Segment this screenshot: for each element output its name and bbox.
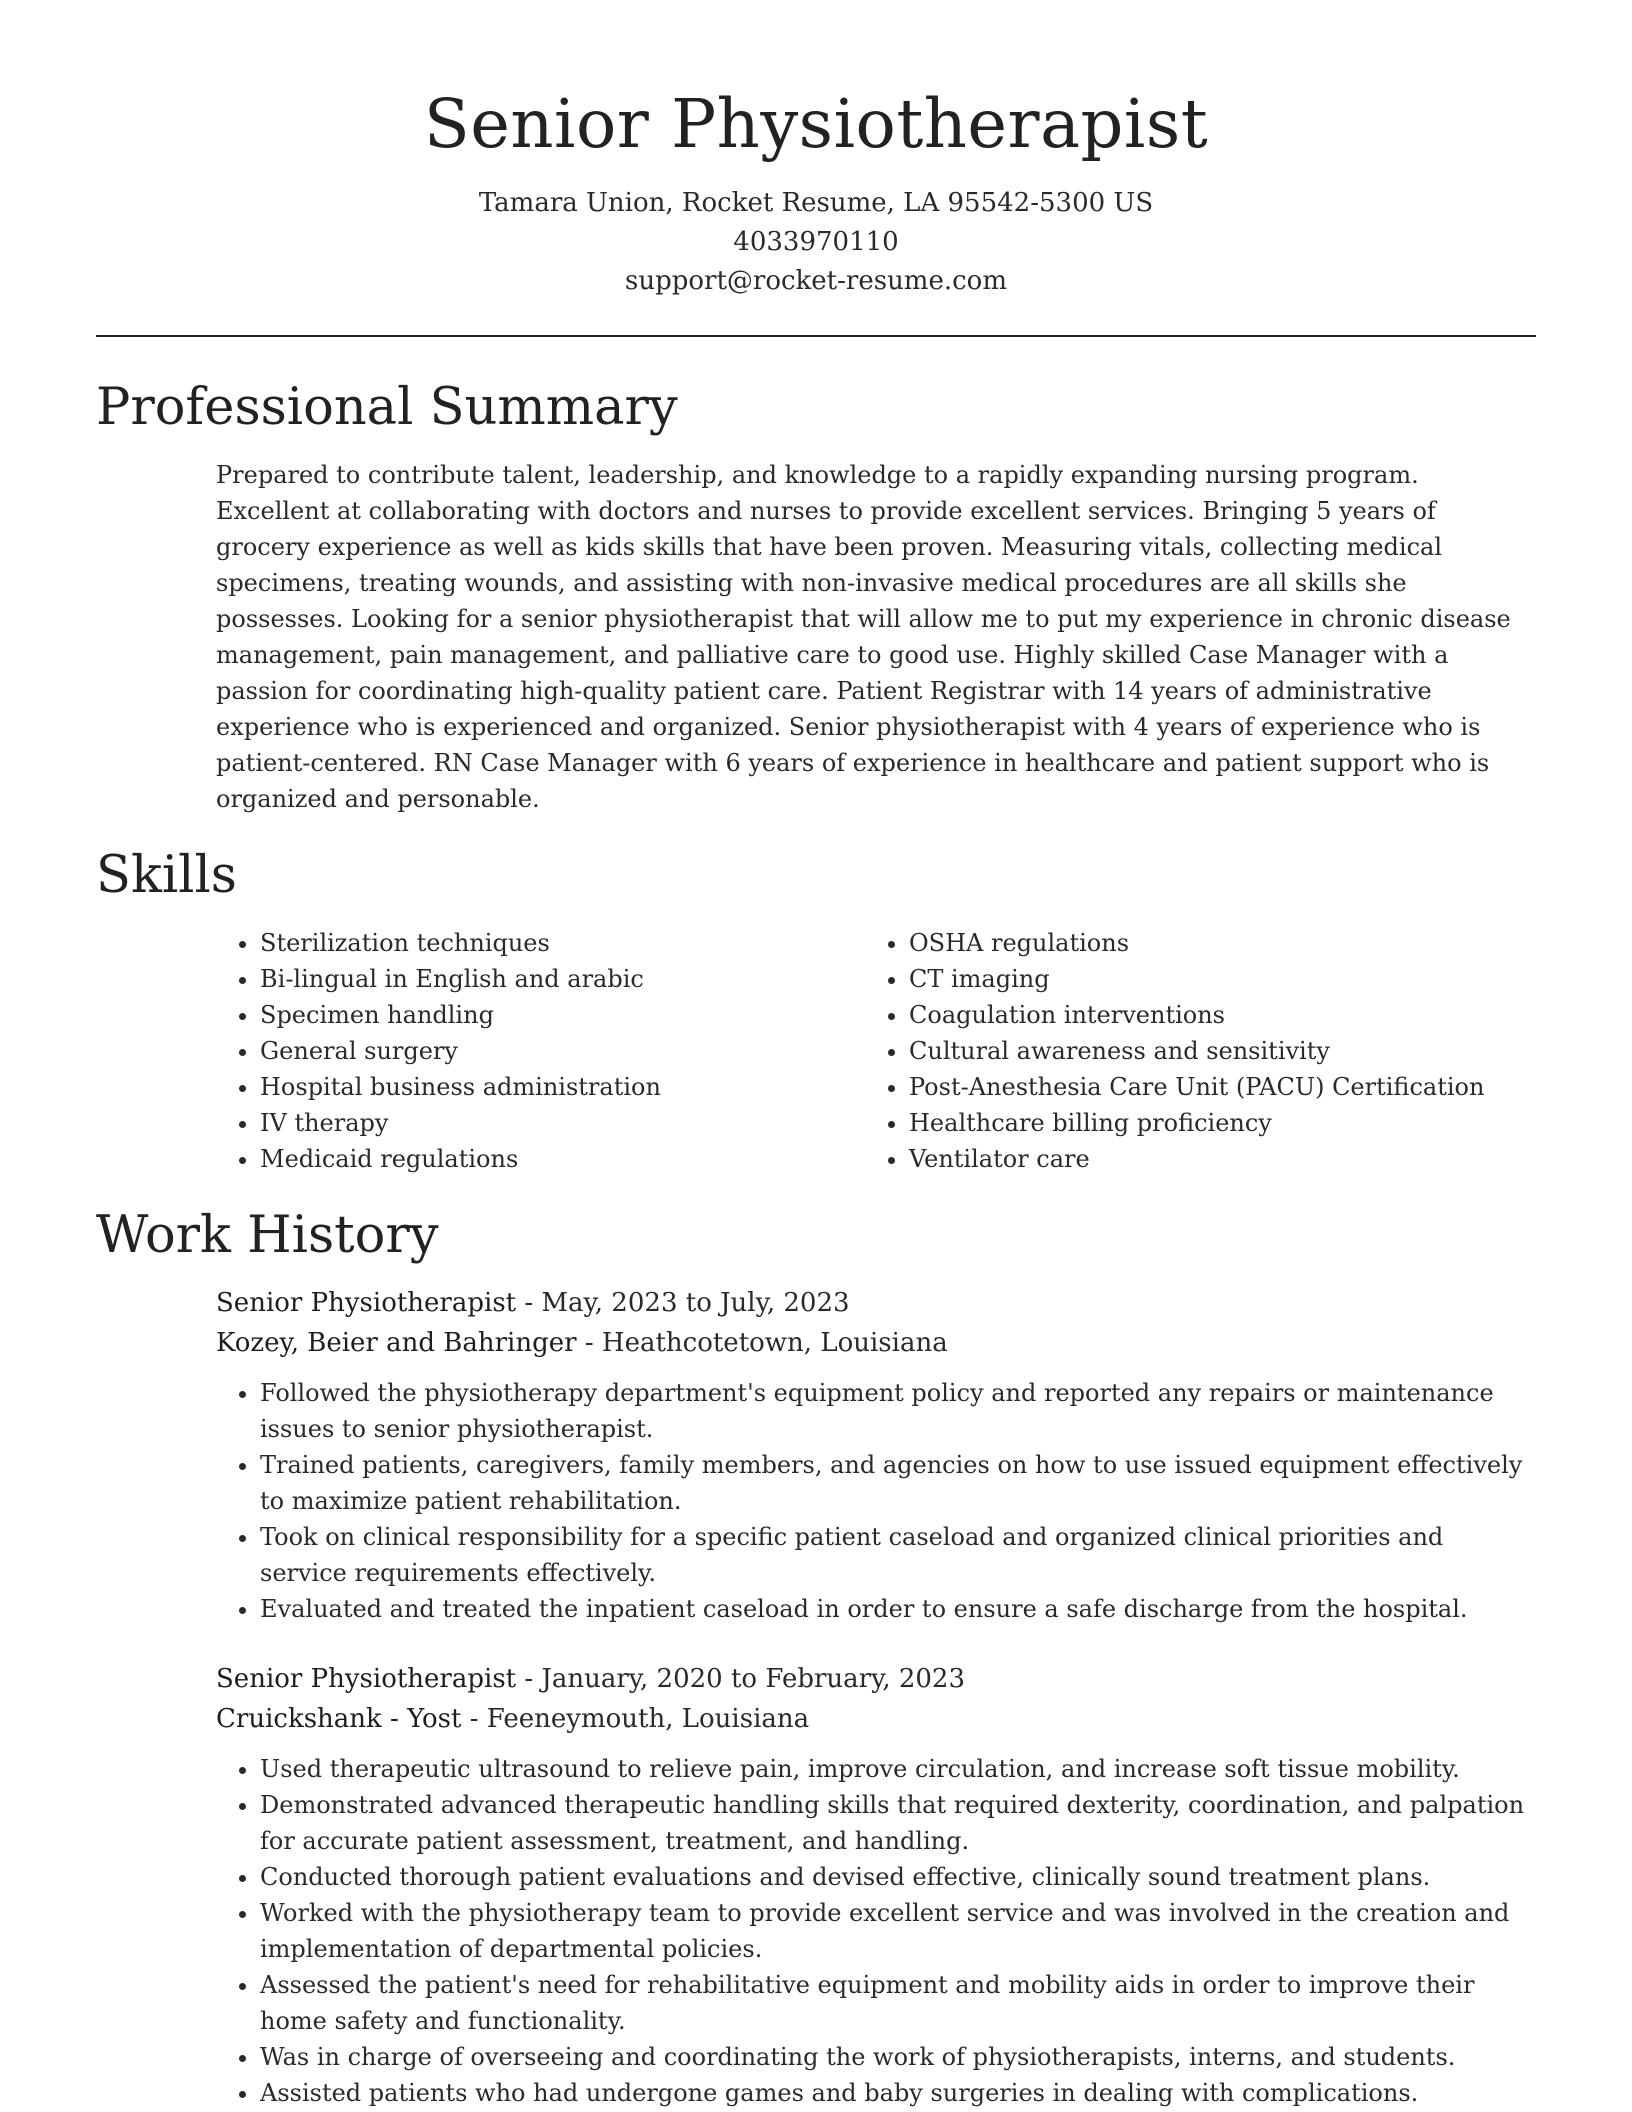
resume-header bbox=[96, 0, 1536, 301]
skill-item: • Specimen handling bbox=[260, 997, 865, 1033]
job-location: - Heathcotetown, Louisiana bbox=[576, 1328, 948, 1358]
job-bullet: • Demonstrated advanced therapeutic handling skills that required dexterity, coordination, and palpation for accurate patient assessment, treatment, and handling. bbox=[260, 1787, 1536, 1859]
job-bullet: • Followed the physiotherapy department's equipment policy and reported any repairs or maintenance issues to senior physiotherapist. bbox=[260, 1375, 1536, 1447]
job-entry bbox=[216, 1659, 1536, 2111]
job-dates: - January, 2020 to February, 2023 bbox=[516, 1664, 966, 1694]
summary-text: Prepared to contribute talent, leadership, and knowledge to a rapidly expanding nursing program. Excellent at collaborating with doctors and nurses to provide excellent services. Bringing 5 years of grocery experience as well as kids skills that have been proven. Measuring vitals, collecting medical specimens, treating wounds, and assisting with non-invasive medical procedures are all skills she possesses. Looking for a senior physiotherapist that will allow me to put my experience in chronic disease management, pain management, and palliative care to good use. Highly skilled Case Manager with a passion for coordinating high-quality patient care. Patient Registrar with 14 years of administrative experience who is experienced and organized. Senior physiotherapist with 4 years of experience who is patient-centered. RN Case Manager with 6 years of experience in healthcare and patient support who is organized and personable. bbox=[216, 461, 1511, 813]
work-history-section bbox=[96, 1205, 1536, 2111]
job-company: Kozey, Beier and Bahringer bbox=[216, 1328, 577, 1358]
skill-item: • OSHA regulations bbox=[909, 925, 1536, 961]
skill-item: • General surgery bbox=[260, 1033, 865, 1069]
contact-block bbox=[96, 184, 1536, 301]
summary-heading: Professional Summary bbox=[96, 378, 678, 437]
contact-address: Tamara Union, Rocket Resume, LA 95542-5300 US bbox=[478, 188, 1154, 218]
summary-section bbox=[96, 377, 1536, 817]
skill-item: • IV therapy bbox=[260, 1105, 865, 1141]
job-title-line bbox=[216, 1283, 1536, 1323]
job-bullet: • Trained patients, caregivers, family members, and agencies on how to use issued equipment effectively to maximize patient rehabilitation. bbox=[260, 1447, 1536, 1519]
job-company-line bbox=[216, 1699, 1536, 1739]
job-bullet: • Evaluated and treated the inpatient caseload in order to ensure a safe discharge from the hospital. bbox=[260, 1591, 1536, 1627]
skills-columns bbox=[216, 925, 1536, 1177]
skill-item: • Bi-lingual in English and arabic bbox=[260, 961, 865, 997]
job-location: - Feeneymouth, Louisiana bbox=[461, 1704, 810, 1734]
contact-phone: 4033970110 bbox=[733, 227, 899, 257]
skills-section bbox=[96, 845, 1536, 1177]
skill-item: • Medicaid regulations bbox=[260, 1141, 865, 1177]
skills-list-right bbox=[865, 925, 1536, 1177]
skills-heading: Skills bbox=[96, 846, 237, 905]
skill-item: • Post-Anesthesia Care Unit (PACU) Certification bbox=[909, 1069, 1536, 1105]
job-bullets bbox=[216, 1375, 1536, 1627]
skills-list-left bbox=[216, 925, 865, 1177]
job-entry bbox=[216, 1283, 1536, 1627]
work-history-heading: Work History bbox=[96, 1206, 439, 1265]
job-bullets bbox=[216, 1751, 1536, 2111]
header-divider bbox=[96, 335, 1536, 337]
page-title: Senior Physiotherapist bbox=[423, 85, 1209, 163]
job-bullet: • Was in charge of overseeing and coordinating the work of physiotherapists, interns, and students. bbox=[260, 2039, 1536, 2075]
job-dates: - May, 2023 to July, 2023 bbox=[516, 1288, 850, 1318]
skill-item: • Coagulation interventions bbox=[909, 997, 1536, 1033]
job-bullet: • Assessed the patient's need for rehabilitative equipment and mobility aids in order to improve their home safety and functionality. bbox=[260, 1967, 1536, 2039]
contact-email: support@rocket-resume.com bbox=[624, 266, 1007, 296]
job-bullet: • Took on clinical responsibility for a specific patient caseload and organized clinical priorities and service requirements effectively. bbox=[260, 1519, 1536, 1591]
job-bullet: • Used therapeutic ultrasound to relieve pain, improve circulation, and increase soft tissue mobility. bbox=[260, 1751, 1536, 1787]
job-title-line bbox=[216, 1659, 1536, 1699]
skill-item: • Sterilization techniques bbox=[260, 925, 865, 961]
job-role: Senior Physiotherapist bbox=[216, 1664, 517, 1694]
job-bullet: • Conducted thorough patient evaluations and devised effective, clinically sound treatment plans. bbox=[260, 1859, 1536, 1895]
skill-item: • Cultural awareness and sensitivity bbox=[909, 1033, 1536, 1069]
skill-item: • Hospital business administration bbox=[260, 1069, 865, 1105]
skill-item: • CT imaging bbox=[909, 961, 1536, 997]
skill-item: • Ventilator care bbox=[909, 1141, 1536, 1177]
job-role: Senior Physiotherapist bbox=[216, 1288, 517, 1318]
job-bullet: • Worked with the physiotherapy team to provide excellent service and was involved in the creation and implementation of departmental policies. bbox=[260, 1895, 1536, 1967]
job-bullet: • Assisted patients who had undergone games and baby surgeries in dealing with complications. bbox=[260, 2075, 1536, 2111]
skill-item: • Healthcare billing proficiency bbox=[909, 1105, 1536, 1141]
job-company-line bbox=[216, 1323, 1536, 1363]
job-company: Cruickshank - Yost bbox=[216, 1704, 462, 1734]
